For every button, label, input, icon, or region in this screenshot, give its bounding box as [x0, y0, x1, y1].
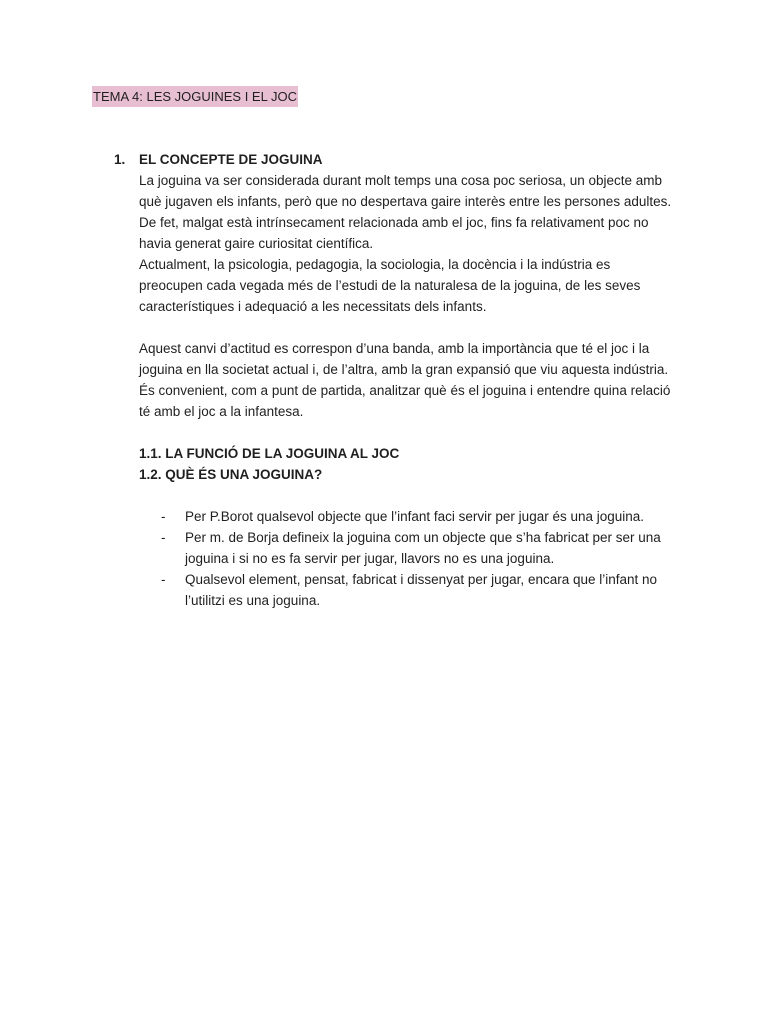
section-title: EL CONCEPTE DE JOGUINA: [139, 152, 323, 167]
section-number: 1.: [114, 152, 126, 167]
section-body: [139, 170, 674, 611]
document-title: TEMA 4: LES JOGUINES I EL JOC: [92, 86, 298, 107]
bullet-text: Qualsevol element, pensat, fabricat i dissenyat per jugar, encara que l’infant no l’utilitzi es una joguina.: [185, 572, 658, 608]
paragraph: Aquest canvi d’actitud es correspon d’una banda, amb la importància que té el joc i la joguina en lla societat actual i, de l’altra, amb la gran expansió que viu aquesta indústria.: [139, 341, 669, 377]
paragraph: La joguina va ser considerada durant molt temps una cosa poc seriosa, un objecte amb què jugaven els infants, però que no despertava gaire interès entre les persones adultes. De fet, malgat està intrínsecament relacionada amb el joc, fins fa relativament poc no havia generat gaire curiositat científica.: [139, 173, 672, 251]
section-concepte-de-joguina: [114, 149, 674, 611]
bullet-marker: -: [161, 530, 166, 545]
bullet-item: [161, 506, 676, 527]
blank-line: [139, 485, 674, 506]
bullet-item: [161, 569, 676, 611]
blank-line: [139, 422, 674, 443]
bullet-marker: -: [161, 572, 166, 587]
bullet-text: Per m. de Borja defineix la joguina com un objecte que s’ha fabricat per ser una joguina i si no es fa servir per jugar, llavors no es una joguina.: [185, 530, 661, 566]
bullet-text: Per P.Borot qualsevol objecte que l’infant faci servir per jugar és una joguina.: [185, 509, 645, 524]
subsection-heading: 1.1. LA FUNCIÓ DE LA JOGUINA AL JOC: [139, 446, 400, 461]
section-heading: [114, 149, 674, 170]
blank-line: [139, 317, 674, 338]
paragraph: Actualment, la psicologia, pedagogia, la sociologia, la docència i la indústria es preocupen cada vegada més de l’estudi de la naturalesa de la joguina, de les seves característiques i adequació a les necessitats dels infants.: [139, 257, 641, 314]
bullet-item: [161, 527, 676, 569]
bullet-marker: -: [161, 509, 166, 524]
paragraph: És convenient, com a punt de partida, analitzar què és el joguina i entendre quina relació té amb el joc a la infantesa.: [139, 383, 671, 419]
subsection-heading: 1.2. QUÈ ÉS UNA JOGUINA?: [139, 467, 323, 482]
bullet-list: [161, 506, 676, 611]
